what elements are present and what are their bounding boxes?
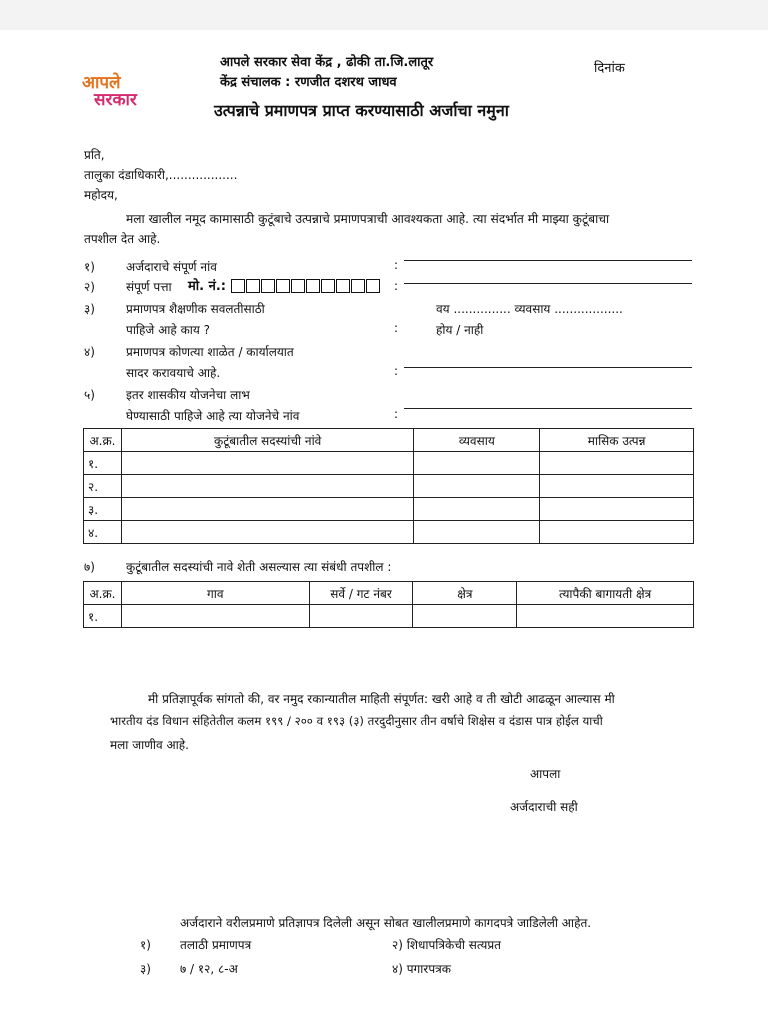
address-line[interactable] xyxy=(404,283,692,284)
field-1-number: १) xyxy=(84,260,95,274)
attachment-3: ७ / १२, ८-अ xyxy=(180,962,238,976)
land-section-number: ७) xyxy=(84,560,95,574)
declaration-line-1: मी प्रतिज्ञापूर्वक सांगतो की, वर नमुद रकान्यातील माहिती संपूर्णत: खरी आहे व ती खोटी आढळून आल्यास मी xyxy=(148,692,615,706)
applicant-name-line[interactable] xyxy=(404,260,692,261)
address-officer: तालुका दंडाधिकारी,.................. xyxy=(84,168,238,182)
survey-number-cell[interactable] xyxy=(309,605,413,628)
land-details-table xyxy=(83,581,694,628)
income-cell[interactable] xyxy=(540,452,694,475)
field-4-label-2: सादर करावयाचे आहे. xyxy=(126,366,221,380)
centre-operator: केंद्र संचालक : रणजीत दशरथ जाधव xyxy=(220,75,397,90)
col-header-srno: अ.क्र. xyxy=(84,582,122,605)
field-1-label: अर्जदाराचे संपूर्ण नांव xyxy=(126,260,217,274)
field-4-label-1: प्रमाणपत्र कोणत्या शाळेत / कार्यालयात xyxy=(126,345,294,359)
declaration-line-3: मला जाणीव आहे. xyxy=(110,738,189,752)
logo-text-line1: आपले xyxy=(82,73,121,93)
field-2-colon: : xyxy=(394,279,399,293)
field-2-label: संपूर्ण पत्ता xyxy=(126,280,172,294)
occupation-cell[interactable] xyxy=(414,475,540,498)
field-5-label-2: घेण्यासाठी पाहिजे आहे त्या योजनेचे नांव xyxy=(126,409,300,423)
field-4-colon: : xyxy=(394,364,399,378)
field-5-label-1: इतर शासकीय योजनेचा लाभ xyxy=(126,388,250,402)
row-number: ४. xyxy=(84,521,122,544)
field-3-number: ३) xyxy=(84,302,95,316)
centre-name: आपले सरकार सेवा केंद्र , ढोकी ता.जि.लातूर xyxy=(220,55,434,70)
mobile-number-group xyxy=(188,275,380,294)
col-header-srno: अ.क्र. xyxy=(84,429,122,452)
attachment-2: २) शिधापत्रिकेची सत्यप्रत xyxy=(392,938,502,952)
attachment-1: तलाठी प्रमाणपत्र xyxy=(180,938,252,952)
land-section-label: कुटूंबातील सदस्यांची नावे शेती असल्यास त्या संबंधी तपशील : xyxy=(126,560,392,574)
table-row xyxy=(84,452,694,475)
viewer-top-bar xyxy=(0,0,768,30)
field-3-colon: : xyxy=(394,321,399,335)
irrigated-area-cell[interactable] xyxy=(517,605,694,628)
col-header-occupation: व्यवसाय xyxy=(414,429,540,452)
col-header-survey-number: सर्वे / गट नंबर xyxy=(309,582,413,605)
member-name-cell[interactable] xyxy=(121,498,413,521)
member-name-cell[interactable] xyxy=(121,475,413,498)
attachments-intro: अर्जदाराने वरीलप्रमाणे प्रतिज्ञापत्र दिलेली असून सोबत खालीलप्रमाणे कागदपत्रे जाडिलेली आहेत. xyxy=(180,916,592,930)
intro-line-1: मला खालील नमूद कामासाठी कुटूंबाचे उत्पन्नाचे प्रमाणपत्राची आवश्यकता आहे. त्या संदर्भात मी माझ्या कुटूंबाचा xyxy=(126,212,610,226)
mobile-number-boxes[interactable] xyxy=(231,279,380,293)
income-cell[interactable] xyxy=(540,498,694,521)
attachment-1-number: १) xyxy=(140,938,151,952)
salutation: महोदय, xyxy=(84,188,118,202)
intro-line-2: तपशील देत आहे. xyxy=(84,232,161,246)
table-row xyxy=(84,521,694,544)
attachment-3-number: ३) xyxy=(140,962,151,976)
mobile-label: मो. नं.: xyxy=(188,279,226,294)
field-4-number: ४) xyxy=(84,345,95,359)
row-number: २. xyxy=(84,475,122,498)
village-cell[interactable] xyxy=(121,605,309,628)
table-row xyxy=(84,498,694,521)
income-cell[interactable] xyxy=(540,475,694,498)
occupation-cell[interactable] xyxy=(414,452,540,475)
table-header-row xyxy=(84,582,694,605)
aaple-sarkar-logo xyxy=(82,75,137,109)
table-row xyxy=(84,475,694,498)
field-3-label-2: पाहिजे आहे काय ? xyxy=(126,323,211,337)
row-number: ३. xyxy=(84,498,122,521)
field-5-colon: : xyxy=(394,407,399,421)
field-1-colon: : xyxy=(394,258,399,272)
col-header-village: गाव xyxy=(121,582,309,605)
declaration-line-2: भारतीय दंड विधान संहितेतील कलम १९९ / २०० व १९३ (३) तरदुदीनुसार तीन वर्षाचे शिक्षेस व दंडास पात्र होईल याची xyxy=(110,714,603,728)
row-number: १. xyxy=(84,605,122,628)
age-occupation-fields[interactable]: वय ............... व्यवसाय .................. xyxy=(436,302,623,316)
row-number: १. xyxy=(84,452,122,475)
col-header-income: मासिक उत्पन्न xyxy=(540,429,694,452)
occupation-cell[interactable] xyxy=(414,521,540,544)
field-3-label-1: प्रमाणपत्र शैक्षणीक सवलतीसाठी xyxy=(126,302,265,316)
field-5-number: ५) xyxy=(84,388,95,402)
member-name-cell[interactable] xyxy=(121,452,413,475)
scheme-name-line[interactable] xyxy=(404,408,692,409)
office-line[interactable] xyxy=(404,367,692,368)
col-header-irrigated-area: त्यापैकी बागायती क्षेत्र xyxy=(517,582,694,605)
col-header-area: क्षेत्र xyxy=(413,582,517,605)
date-label: दिनांक xyxy=(594,61,625,76)
field-2-number: २) xyxy=(84,280,95,294)
member-name-cell[interactable] xyxy=(121,521,413,544)
col-header-names: कुटूंबातील सदस्यांची नांवे xyxy=(121,429,413,452)
address-to: प्रति, xyxy=(84,148,105,162)
table-row xyxy=(84,605,694,628)
family-members-table xyxy=(83,428,694,544)
table-header-row xyxy=(84,429,694,452)
occupation-cell[interactable] xyxy=(414,498,540,521)
yours-faithfully: आपला xyxy=(530,767,561,781)
yes-no-option[interactable]: होय / नाही xyxy=(436,323,484,337)
area-cell[interactable] xyxy=(413,605,517,628)
income-cell[interactable] xyxy=(540,521,694,544)
logo-text-line2: सरकार xyxy=(94,90,137,110)
applicant-signature-label: अर्जदाराची सही xyxy=(510,800,578,814)
form-title: उत्पन्नाचे प्रमाणपत्र प्राप्त करण्यासाठी अर्जाचा नमुना xyxy=(214,101,509,120)
attachment-4: ४) पगारपत्रक xyxy=(392,962,451,976)
